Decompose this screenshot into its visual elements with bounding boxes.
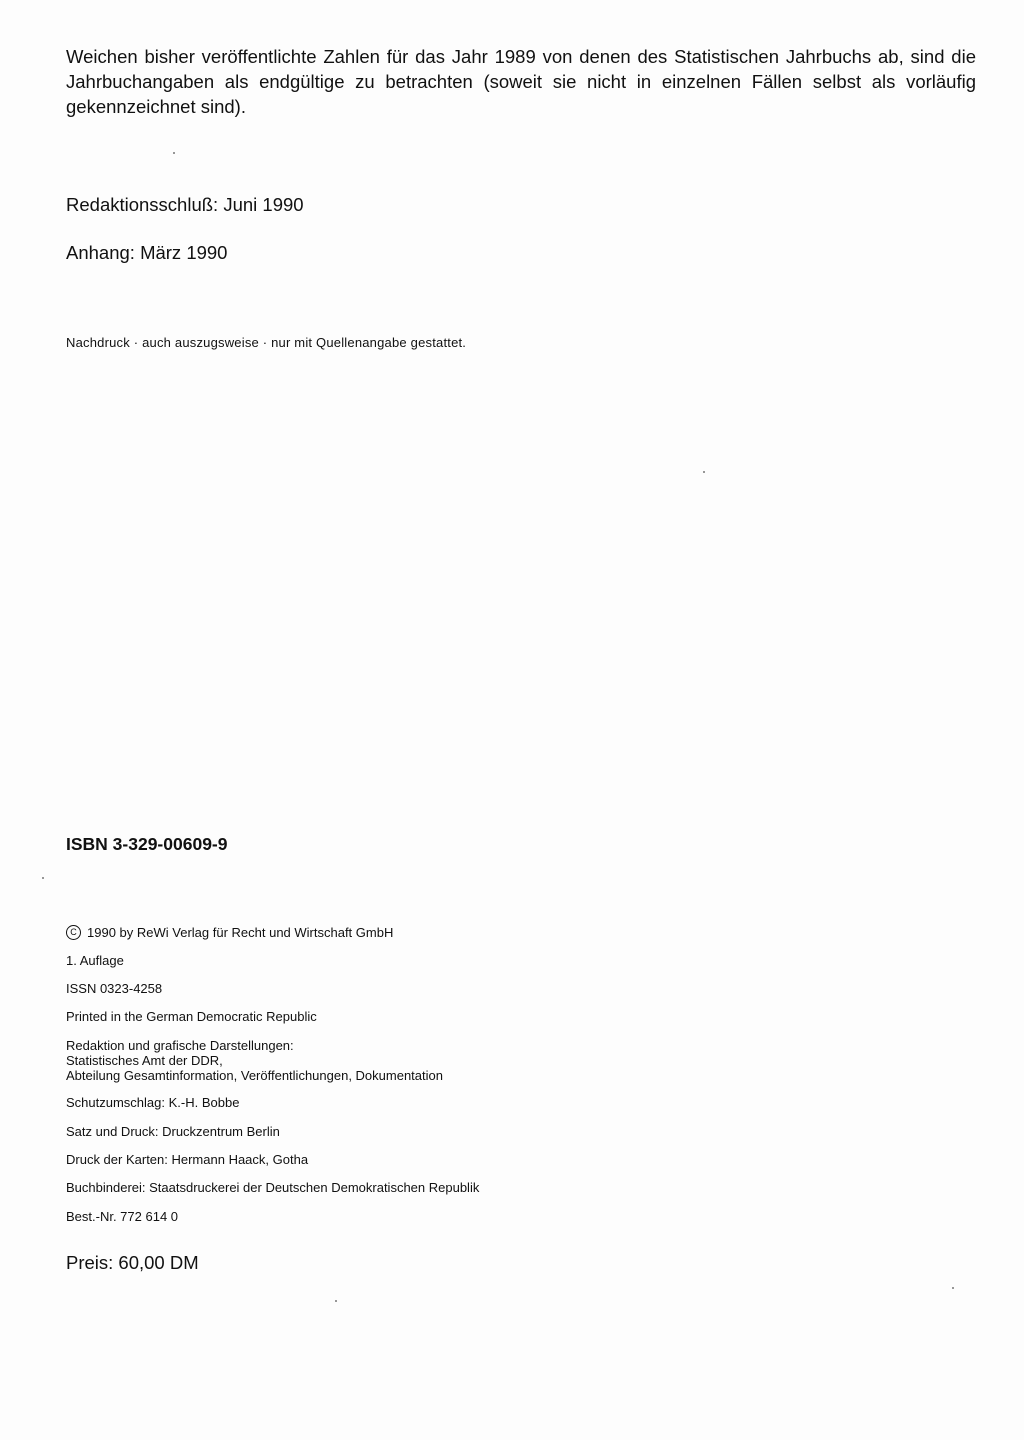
cover-design-credit: Schutzumschlag: K.-H. Bobbe — [66, 1095, 240, 1110]
reprint-notice: Nachdruck · auch auszugsweise · nur mit Quellenangabe gestattet. — [66, 335, 467, 350]
order-number: Best.-Nr. 772 614 0 — [66, 1209, 179, 1224]
copyright-icon: C — [66, 925, 81, 940]
scan-speck — [42, 877, 44, 879]
copyright-line — [66, 925, 393, 941]
appendix-date: Anhang: März 1990 — [66, 242, 228, 263]
issn-number: ISSN 0323-4258 — [66, 981, 163, 996]
maps-printing-credit: Druck der Karten: Hermann Haack, Gotha — [66, 1152, 309, 1167]
scan-speck — [173, 152, 175, 154]
scan-speck — [952, 1287, 954, 1289]
editorial-label: Redaktion und grafische Darstellungen: — [66, 1038, 294, 1053]
bindery-credit: Buchbinderei: Staatsdruckerei der Deutschen Demokratischen Republik — [66, 1180, 480, 1195]
editorial-credits — [66, 1038, 443, 1083]
isbn-number: ISBN 3-329-00609-9 — [66, 834, 228, 854]
intro-paragraph: Weichen bisher veröffentlichte Zahlen für das Jahr 1989 von denen des Statistischen Jahrbuchs ab, sind die Jahrbuchangaben als endgültige zu betrachten (soweit sie nicht in einzelnen Fällen selbst als vorläufig gekennzeichnet sind). — [66, 46, 976, 117]
copyright-text: 1990 by ReWi Verlag für Recht und Wirtschaft GmbH — [87, 925, 394, 940]
scan-speck — [335, 1300, 337, 1302]
editorial-deadline: Redaktionsschluß: Juni 1990 — [66, 194, 304, 215]
editorial-office-line-1: Statistisches Amt der DDR, — [66, 1053, 223, 1068]
typesetting-credit: Satz und Druck: Druckzentrum Berlin — [66, 1124, 280, 1139]
edition: 1. Auflage — [66, 953, 124, 968]
price: Preis: 60,00 DM — [66, 1252, 199, 1273]
printed-in: Printed in the German Democratic Republic — [66, 1009, 317, 1024]
editorial-office-line-2: Abteilung Gesamtinformation, Veröffentlichungen, Dokumentation — [66, 1068, 443, 1083]
scan-speck — [703, 471, 705, 473]
